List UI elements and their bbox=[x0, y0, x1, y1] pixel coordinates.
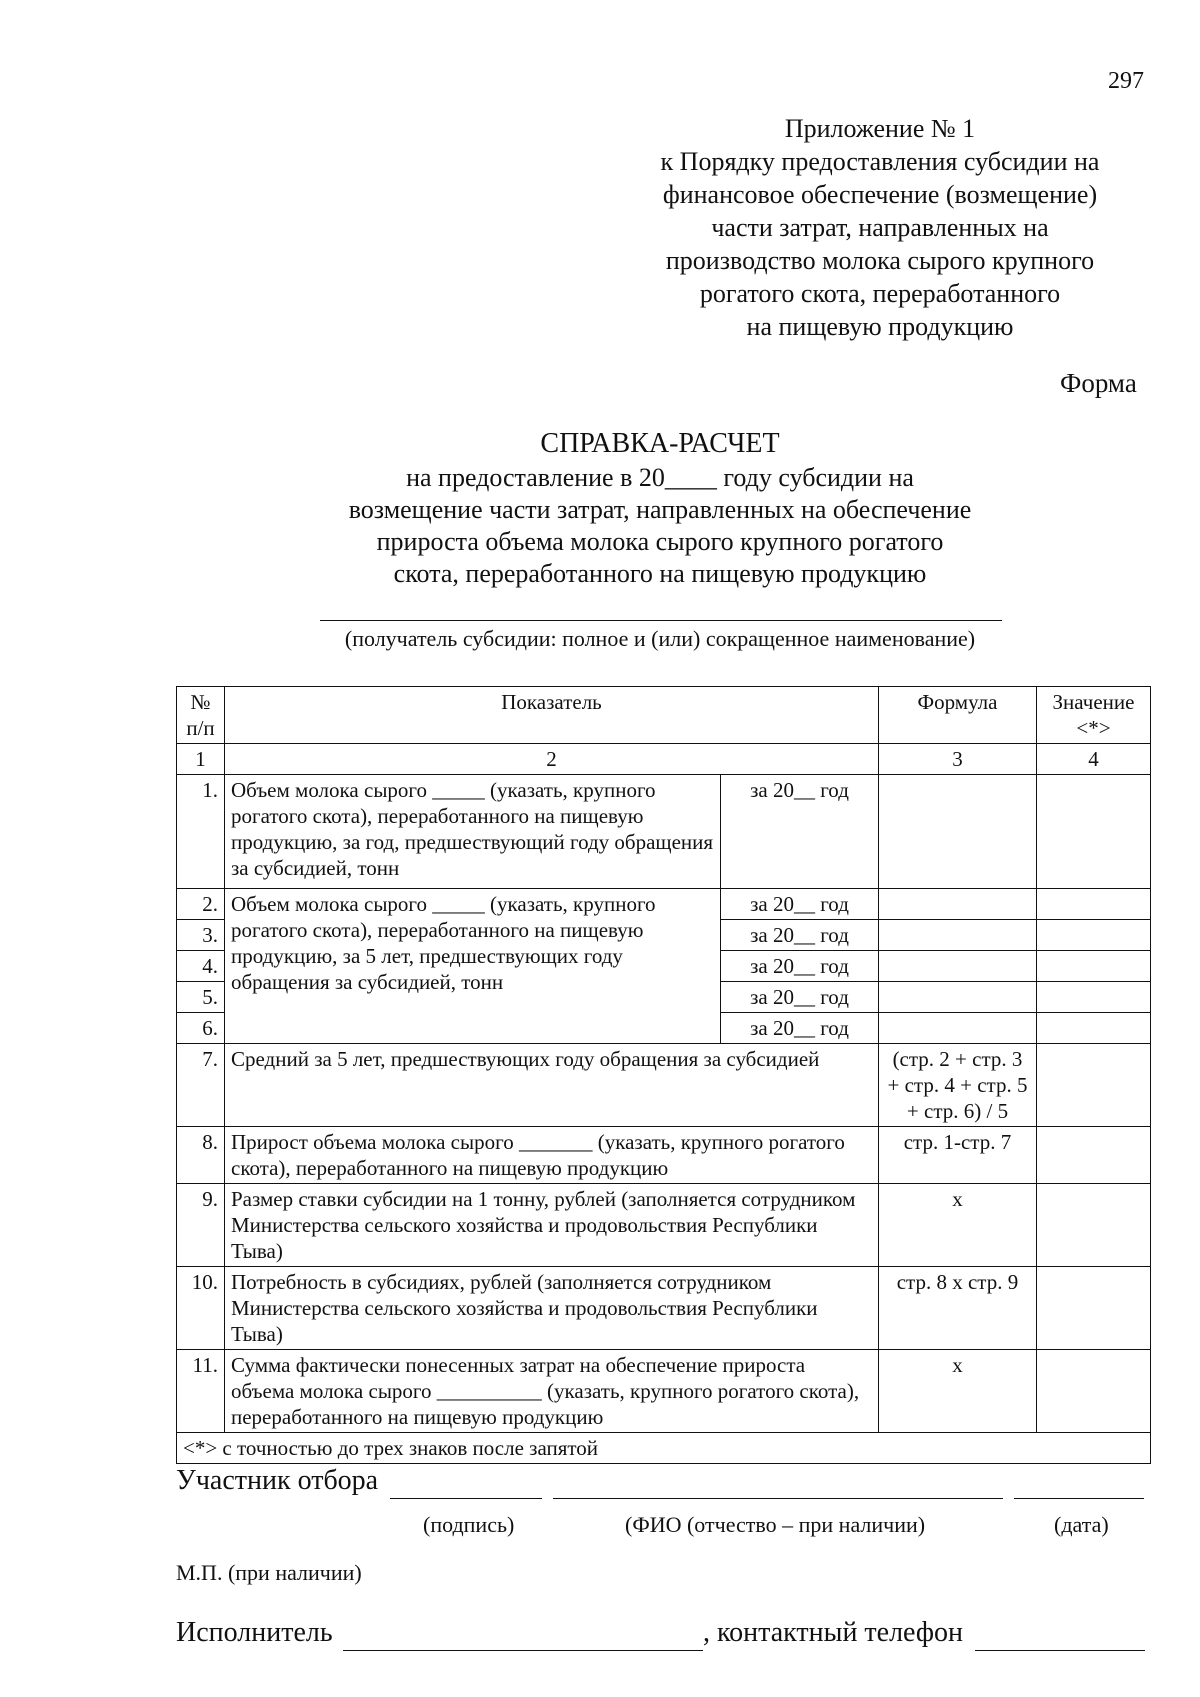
value-cell[interactable] bbox=[1037, 1044, 1151, 1127]
executor-row bbox=[176, 1617, 333, 1649]
value-cell[interactable] bbox=[1037, 1184, 1151, 1267]
full-name-field[interactable] bbox=[553, 1498, 1003, 1499]
seal-note: М.П. (при наличии) bbox=[176, 1560, 362, 1585]
document-title: СПРАВКА-РАСЧЕТ bbox=[540, 428, 780, 459]
appendix-line: Приложение № 1 bbox=[784, 114, 976, 143]
signature-caption: (подпись) bbox=[423, 1512, 515, 1537]
appendix-line: рогатого скота, переработанного bbox=[699, 279, 1061, 308]
table-row bbox=[177, 1350, 1151, 1433]
subtitle-line: скота, переработанного на пищевую продукцию bbox=[393, 559, 927, 588]
value-cell[interactable] bbox=[1037, 1127, 1151, 1184]
formula-cell bbox=[879, 889, 1037, 920]
appendix-line: производство молока сырого крупного bbox=[665, 246, 1095, 275]
table-row bbox=[177, 1184, 1151, 1267]
document-subtitle bbox=[200, 462, 1120, 590]
col-number: 3 bbox=[879, 744, 1037, 775]
row-number: 8. bbox=[177, 1127, 225, 1184]
date-field[interactable] bbox=[1014, 1498, 1144, 1499]
formula-cell bbox=[879, 982, 1037, 1013]
table-footnote: <*> с точностью до трех знаков после запятой bbox=[177, 1433, 1151, 1464]
row-formula: стр. 1-стр. 7 bbox=[879, 1127, 1037, 1184]
col-number: 1 bbox=[177, 744, 225, 775]
row-period: за 20__ год bbox=[721, 775, 879, 889]
row-indicator: Размер ставки субсидии на 1 тонну, рублей (заполняется сотрудником Министерства сельского хозяйства и продовольствия Республики Тыва) bbox=[225, 1184, 879, 1267]
row-period: за 20__ год bbox=[721, 1013, 879, 1044]
row-number: 7. bbox=[177, 1044, 225, 1127]
value-cell[interactable] bbox=[1037, 1350, 1151, 1433]
appendix-line: к Порядку предоставления субсидии на bbox=[660, 147, 1100, 176]
header-num: № п/п bbox=[177, 687, 225, 744]
table-row bbox=[177, 1127, 1151, 1184]
formula-cell bbox=[879, 775, 1037, 889]
value-cell[interactable] bbox=[1037, 1013, 1151, 1044]
appendix-line: на пищевую продукцию bbox=[746, 312, 1014, 341]
table-row bbox=[177, 775, 1151, 889]
participant-label: Участник отбора bbox=[176, 1465, 379, 1496]
calculation-table bbox=[176, 686, 1151, 1464]
appendix-header bbox=[620, 112, 1140, 343]
row-indicator: Средний за 5 лет, предшествующих году обращения за субсидией bbox=[225, 1044, 879, 1127]
executor-name-field[interactable] bbox=[343, 1650, 703, 1651]
table-row bbox=[177, 1044, 1151, 1127]
table-row bbox=[177, 1267, 1151, 1350]
row-number: 5. bbox=[177, 982, 225, 1013]
subtitle-line: возмещение части затрат, направленных на обеспечение bbox=[348, 495, 972, 524]
row-indicator: Потребность в субсидиях, рублей (заполняется сотрудником Министерства сельского хозяйства и продовольствия Республики Тыва) bbox=[225, 1267, 879, 1350]
row-number: 9. bbox=[177, 1184, 225, 1267]
form-label: Форма bbox=[1060, 368, 1137, 398]
row-number: 2. bbox=[177, 889, 225, 920]
row-formula: стр. 8 х стр. 9 bbox=[879, 1267, 1037, 1350]
phone-field[interactable] bbox=[975, 1650, 1145, 1651]
row-period: за 20__ год bbox=[721, 889, 879, 920]
date-caption: (дата) bbox=[1054, 1512, 1109, 1537]
header-value: Значение <*> bbox=[1037, 687, 1151, 744]
formula-cell bbox=[879, 920, 1037, 951]
recipient-name-field[interactable] bbox=[320, 620, 1002, 621]
header-indicator: Показатель bbox=[225, 687, 879, 744]
table-header-row bbox=[177, 687, 1151, 744]
footnote-row bbox=[177, 1433, 1151, 1464]
phone-label: , контактный телефон bbox=[703, 1617, 963, 1648]
row-number: 3. bbox=[177, 920, 225, 951]
appendix-line: финансовое обеспечение (возмещение) bbox=[662, 180, 1098, 209]
appendix-line: части затрат, направленных на bbox=[711, 213, 1049, 242]
row-period: за 20__ год bbox=[721, 920, 879, 951]
row-number: 6. bbox=[177, 1013, 225, 1044]
row-number: 1. bbox=[177, 775, 225, 889]
subtitle-line: прироста объема молока сырого крупного рогатого bbox=[376, 527, 944, 556]
subtitle-line: на предоставление в 20____ году субсидии на bbox=[406, 463, 914, 492]
row-indicator: Прирост объема молока сырого _______ (указать, крупного рогатого скота), переработанного на пищевую продукцию bbox=[225, 1127, 879, 1184]
value-cell[interactable] bbox=[1037, 951, 1151, 982]
row-formula: х bbox=[879, 1350, 1037, 1433]
value-cell[interactable] bbox=[1037, 982, 1151, 1013]
row-period: за 20__ год bbox=[721, 951, 879, 982]
value-cell[interactable] bbox=[1037, 775, 1151, 889]
value-cell[interactable] bbox=[1037, 1267, 1151, 1350]
participant-signature-row bbox=[176, 1465, 378, 1497]
column-number-row bbox=[177, 744, 1151, 775]
table-row bbox=[177, 889, 1151, 920]
row-indicator: Объем молока сырого _____ (указать, крупного рогатого скота), переработанного на пищевую продукцию, за год, предшествующий году обращения за субсидией, тонн bbox=[225, 775, 721, 889]
value-cell[interactable] bbox=[1037, 920, 1151, 951]
value-cell[interactable] bbox=[1037, 889, 1151, 920]
col-number: 2 bbox=[225, 744, 879, 775]
row-indicator: Сумма фактически понесенных затрат на обеспечение прироста объема молока сырого __________ (указать, крупного рогатого скота), переработанного на пищевую продукцию bbox=[225, 1350, 879, 1433]
group-indicator: Объем молока сырого _____ (указать, крупного рогатого скота), переработанного на пищевую продукцию, за 5 лет, предшествующих году обращения за субсидией, тонн bbox=[225, 889, 721, 1044]
full-name-caption: (ФИО (отчество – при наличии) bbox=[625, 1512, 926, 1537]
col-number: 4 bbox=[1037, 744, 1151, 775]
row-formula: х bbox=[879, 1184, 1037, 1267]
row-formula: (стр. 2 + стр. 3 + стр. 4 + стр. 5 + стр. 6) / 5 bbox=[879, 1044, 1037, 1127]
page-number: 297 bbox=[1108, 68, 1144, 94]
executor-label: Исполнитель bbox=[176, 1617, 333, 1648]
row-number: 10. bbox=[177, 1267, 225, 1350]
row-period: за 20__ год bbox=[721, 982, 879, 1013]
row-number: 4. bbox=[177, 951, 225, 982]
formula-cell bbox=[879, 951, 1037, 982]
row-number: 11. bbox=[177, 1350, 225, 1433]
formula-cell bbox=[879, 1013, 1037, 1044]
recipient-caption: (получатель субсидии: полное и (или) сокращенное наименование) bbox=[344, 626, 976, 651]
signature-field[interactable] bbox=[390, 1498, 542, 1499]
header-formula: Формула bbox=[879, 687, 1037, 744]
